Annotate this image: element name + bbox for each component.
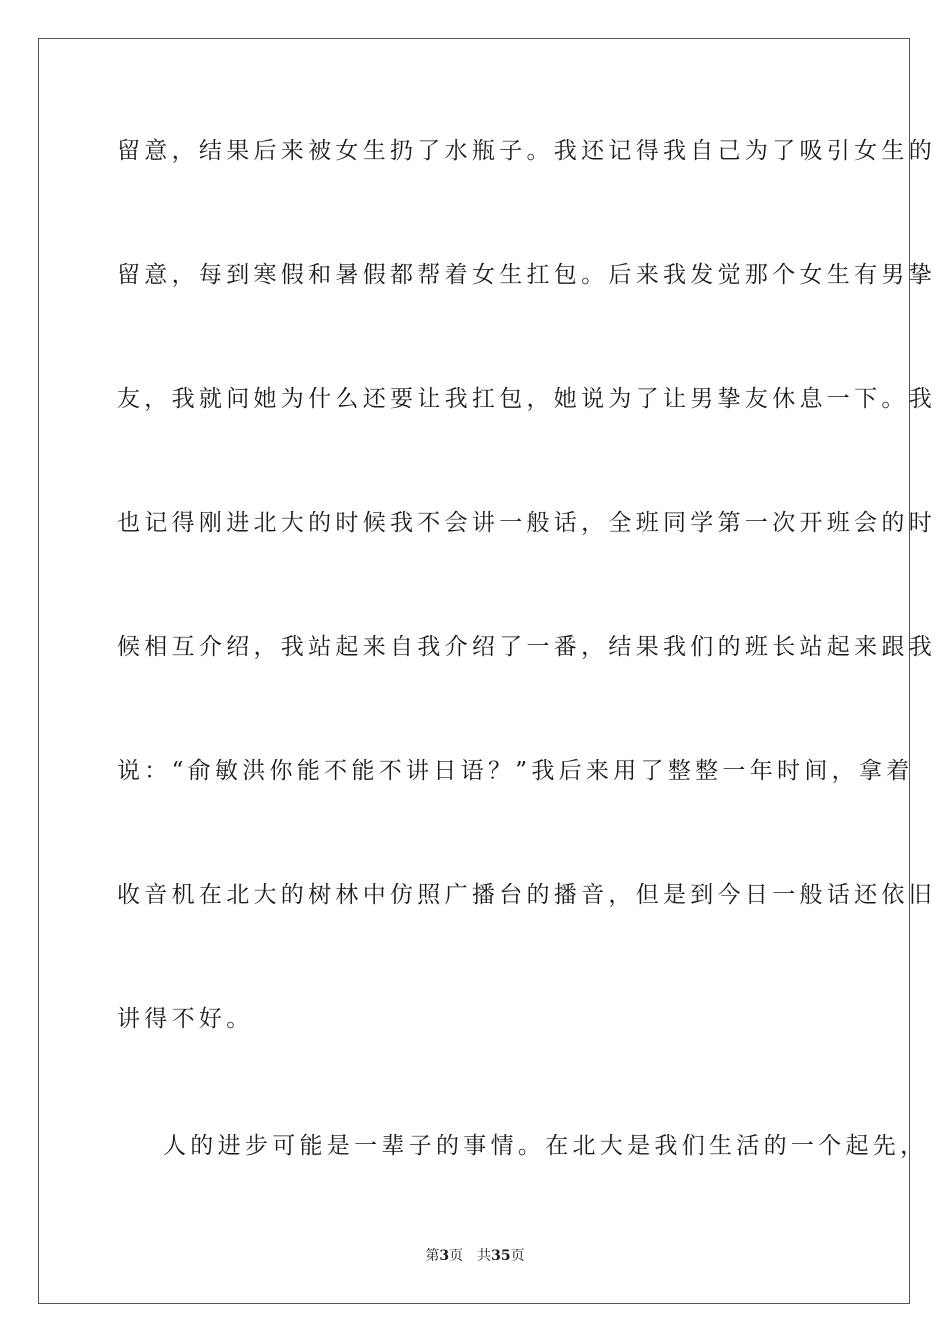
paragraph-line-4: 也记得刚进北大的时候我不会讲一般话，全班同学第一次开班会的时 bbox=[117, 510, 936, 536]
page-number: 3 bbox=[439, 1248, 450, 1264]
page-suffix: 页 bbox=[449, 1248, 464, 1264]
paragraph-line-5: 候相互介绍，我站起来自我介绍了一番，结果我们的班长站起来跟我 bbox=[117, 634, 936, 660]
page-footer bbox=[0, 1247, 950, 1265]
total-suffix: 页 bbox=[510, 1248, 525, 1264]
paragraph-line-7: 收音机在北大的树林中仿照广播台的播音，但是到今日一般话还依旧 bbox=[117, 882, 936, 908]
paragraph-line-3: 友，我就问她为什么还要让我扛包，她说为了让男挚友休息一下。我 bbox=[117, 386, 936, 412]
total-pages: 35 bbox=[491, 1248, 511, 1264]
paragraph-line-1: 留意，结果后来被女生扔了水瓶子。我还记得我自己为了吸引女生的 bbox=[117, 138, 936, 164]
page-prefix: 第 bbox=[425, 1248, 440, 1264]
total-prefix: 共 bbox=[477, 1248, 492, 1264]
paragraph-line-6: 说：“俞敏洪你能不能不讲日语？”我后来用了整整一年时间，拿着 bbox=[117, 758, 914, 784]
paragraph-line-9: 人的进步可能是一辈子的事情。在北大是我们生活的一个起先， bbox=[163, 1133, 928, 1159]
paragraph-line-2: 留意，每到寒假和暑假都帮着女生扛包。后来我发觉那个女生有男挚 bbox=[117, 262, 936, 288]
page-border bbox=[38, 38, 936, 1304]
paragraph-line-8: 讲得不好。 bbox=[117, 1006, 254, 1032]
